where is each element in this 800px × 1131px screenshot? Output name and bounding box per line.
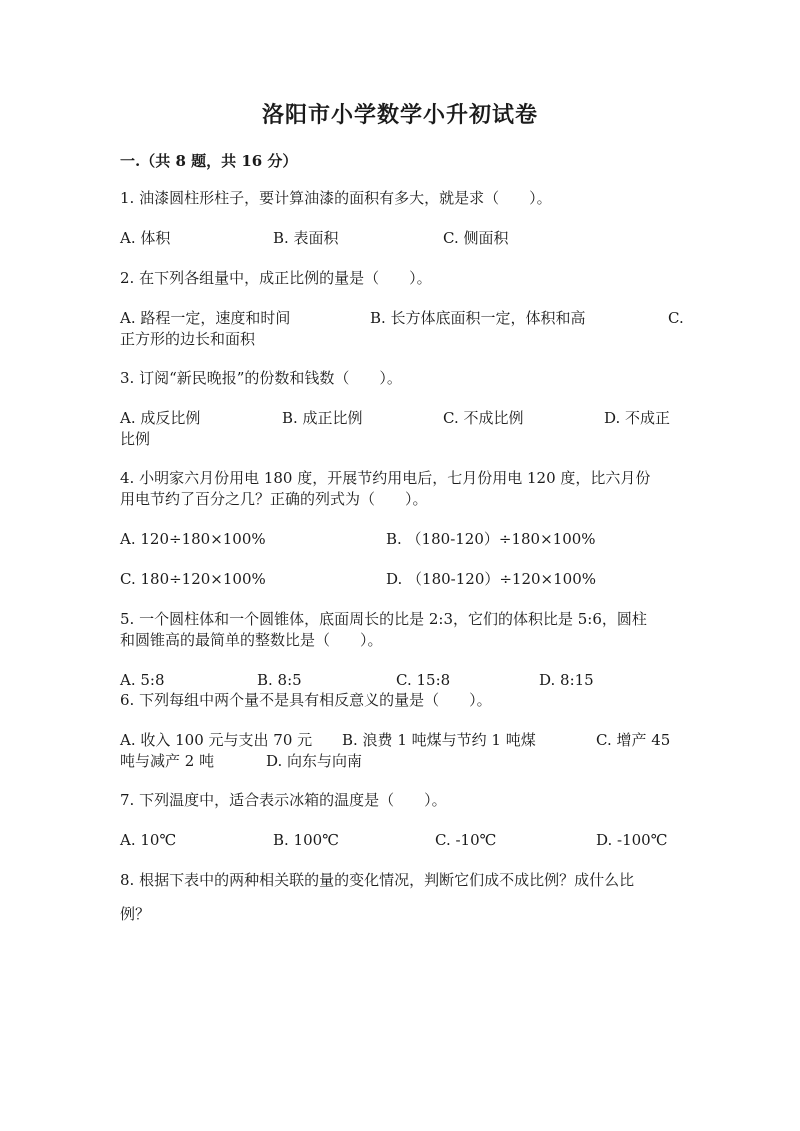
question-4-option-d: D. （180-120）÷120×100% (386, 570, 597, 588)
question-5-option-c: C. 15:8 (396, 671, 451, 689)
question-2-option-a: A. 路程一定，速度和时间 (120, 309, 291, 327)
question-6-option-c-label: C. 增产 45 (596, 731, 671, 749)
question-4-option-b: B. （180-120）÷180×100% (386, 530, 596, 548)
question-7-option-c: C. -10℃ (435, 831, 497, 849)
question-4-stem-line-1: 4. 小明家六月份用电 180 度，开展节约用电后，七月份用电 120 度，比六月份 (120, 469, 651, 487)
question-5-stem-line-1: 5. 一个圆柱体和一个圆锥体，底面周长的比是 2:3，它们的体积比是 5:6，圆柱 (120, 610, 647, 628)
question-2-option-c-text: 正方形的边长和面积 (120, 330, 256, 348)
question-4-stem-line-2: 用电节约了百分之几？正确的列式为（ ）。 (120, 490, 428, 508)
question-6-stem: 6. 下列每组中两个量不是具有相反意义的量是（ ）。 (120, 691, 492, 709)
question-5-option-d: D. 8:15 (539, 671, 594, 689)
question-7-option-d: D. -100℃ (596, 831, 668, 849)
question-1-stem: 1. 油漆圆柱形柱子，要计算油漆的面积有多大，就是求（ ）。 (120, 189, 552, 207)
question-5-option-b: B. 8:5 (257, 671, 302, 689)
question-5-stem-line-2: 和圆锥高的最简单的整数比是（ ）。 (120, 631, 383, 649)
section-heading: 一.（共 8 题，共 16 分） (120, 152, 298, 170)
question-1-option-a: A. 体积 (120, 229, 171, 247)
question-8-stem-line-1: 8. 根据下表中的两种相关联的量的变化情况，判断它们成不成比例？成什么比 (120, 871, 635, 889)
question-1-option-c: C. 侧面积 (443, 229, 509, 247)
question-2-stem: 2. 在下列各组量中，成正比例的量是（ ）。 (120, 269, 432, 287)
question-6-option-b: B. 浪费 1 吨煤与节约 1 吨煤 (342, 731, 536, 749)
question-3-option-c: C. 不成比例 (443, 409, 524, 427)
question-6-option-c-text: 吨与减产 2 吨 (120, 752, 215, 770)
question-3-option-d-cont: 比例 (120, 430, 151, 448)
question-3-option-b: B. 成正比例 (282, 409, 363, 427)
question-6-option-a: A. 收入 100 元与支出 70 元 (120, 731, 313, 749)
question-4-option-c: C. 180÷120×100% (120, 570, 266, 588)
page-title: 洛阳市小学数学小升初试卷 (261, 102, 538, 128)
question-5-option-a: A. 5:8 (120, 671, 165, 689)
question-3-stem: 3. 订阅“新民晚报”的份数和钱数（ ）。 (120, 369, 402, 387)
question-7-stem: 7. 下列温度中，适合表示冰箱的温度是（ ）。 (120, 791, 447, 809)
question-2-option-b: B. 长方体底面积一定，体积和高 (370, 309, 586, 327)
question-7-option-a: A. 10℃ (120, 831, 177, 849)
question-7-option-b: B. 100℃ (273, 831, 339, 849)
question-3-option-a: A. 成反比例 (120, 409, 201, 427)
question-8-stem-line-2: 例？ (120, 905, 151, 923)
question-6-option-d: D. 向东与向南 (266, 752, 363, 770)
question-4-option-a: A. 120÷180×100% (120, 530, 266, 548)
question-3-option-d: D. 不成正 (604, 409, 671, 427)
question-1-option-b: B. 表面积 (273, 229, 339, 247)
question-2-option-c-label: C. (668, 309, 684, 327)
